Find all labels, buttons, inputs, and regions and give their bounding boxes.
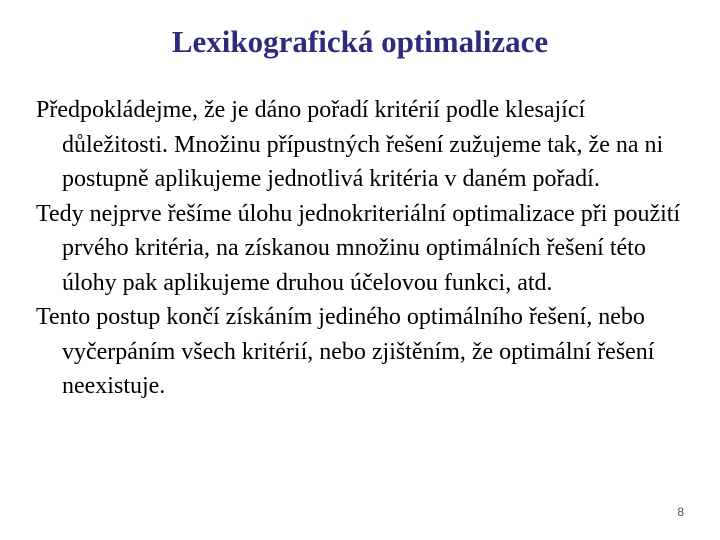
slide-body — [36, 93, 696, 404]
paragraph-1: Předpokládejme, že je dáno pořadí kritérií podle klesající důležitosti. Množinu přípustných řešení zužujeme tak, že na ni postupně aplikujeme jednotlivá kritéria v daném pořadí. — [36, 97, 664, 192]
slide-title: Lexikografická optimalizace — [171, 24, 549, 59]
paragraph-2: Tedy nejprve řešíme úlohu jednokriteriální optimalizace při použití prvého kritéria, na získanou množinu optimálních řešení této úlohy pak aplikujeme druhou účelovou funkci, atd. — [36, 200, 681, 296]
page-number: 8 — [677, 505, 684, 519]
paragraph-3: Tento postup končí získáním jediného optimálního řešení, nebo vyčerpáním všech kritérií, nebo zjištěním, že optimální řešení neexistuje. — [36, 304, 655, 399]
